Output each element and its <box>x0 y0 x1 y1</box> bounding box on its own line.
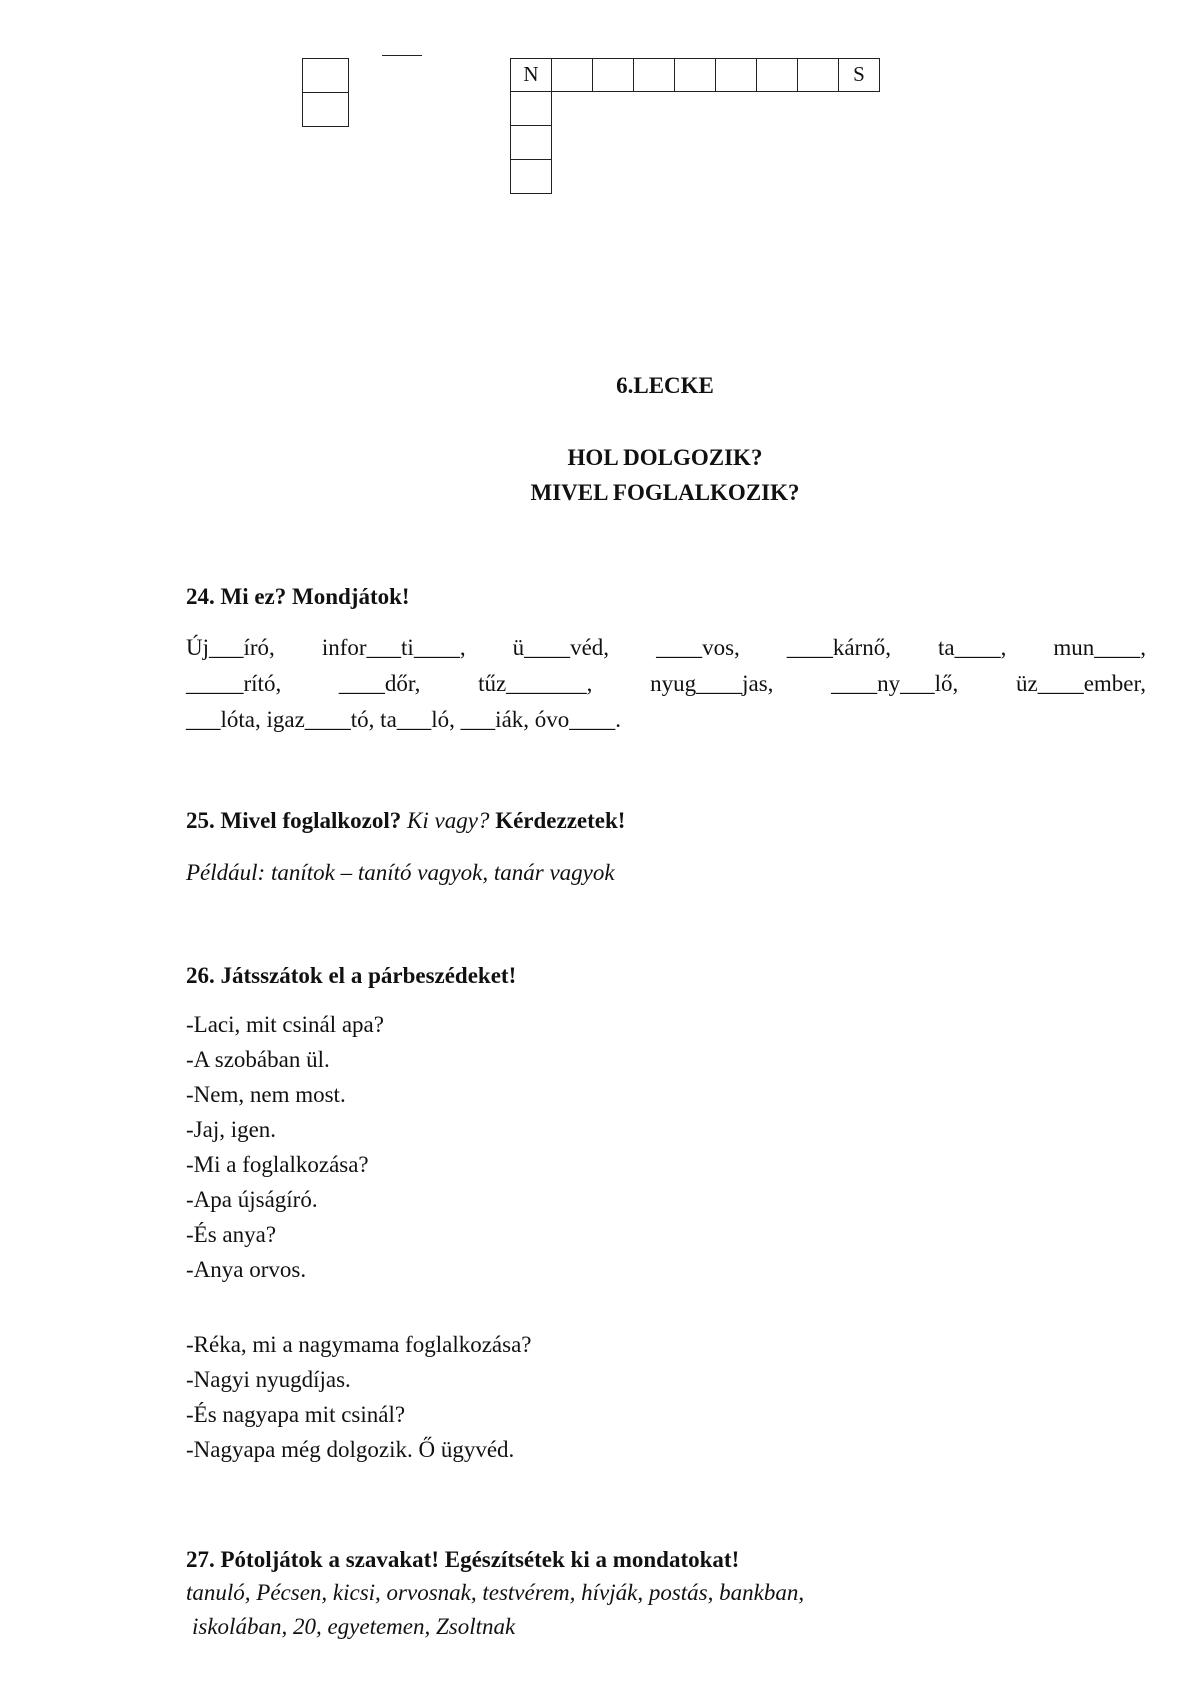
exercise-24-line-1: Új___író, infor___ti____, ü____véd, ____vos, ____kárnő, ta____, mun____, <box>186 635 1146 660</box>
exercise-24-line-3: ___lóta, igaz____tó, ta___ló, ___iák, óvo____. <box>186 707 622 732</box>
crossword-cell[interactable] <box>510 91 552 126</box>
exercise-27-words-line-1: tanuló, Pécsen, kicsi, orvosnak, testvérem, hívják, postás, bankban, <box>186 1580 805 1605</box>
crossword-cell[interactable] <box>302 92 349 127</box>
exercise-26-heading: 26. Játsszátok el a párbeszédeket! <box>186 963 517 988</box>
dialog-line: -Nem, nem most. <box>186 1082 346 1107</box>
lesson-title-line2: MIVEL FOGLALKOZIK? <box>530 480 800 505</box>
crossword-cell[interactable] <box>715 58 757 92</box>
dialog-line: -Anya orvos. <box>186 1257 307 1282</box>
crossword-cell[interactable] <box>674 58 716 92</box>
exercise-24-heading: 24. Mi ez? Mondjátok! <box>186 584 410 609</box>
exercise-25-heading-part1: 25. Mivel foglalkozol? <box>186 808 402 833</box>
lesson-title-line1: HOL DOLGOZIK? <box>567 445 763 470</box>
dialog-1 <box>186 1007 384 1287</box>
exercise-25-example: Például: tanítok – tanító vagyok, tanár vagyok <box>186 860 615 885</box>
dialog-line: -Nagyapa még dolgozik. Ő ügyvéd. <box>186 1437 515 1462</box>
dialog-2 <box>186 1327 532 1467</box>
exercise-25-heading-part3: Kérdezzetek! <box>495 808 626 833</box>
dialog-line: -Apa újságíró. <box>186 1187 318 1212</box>
crossword-cell[interactable] <box>551 58 593 92</box>
crossword-cell[interactable] <box>510 159 552 194</box>
dialog-line: -Réka, mi a nagymama foglalkozása? <box>186 1332 532 1357</box>
lesson-number: 6.LECKE <box>616 373 714 398</box>
crossword-cell[interactable] <box>302 58 349 93</box>
exercise-25-heading-part2: Ki vagy? <box>407 808 490 833</box>
exercise-27-heading: 27. Pótoljátok a szavakat! Egészítsétek ki a mondatokat! <box>186 1547 740 1572</box>
crossword-cell[interactable] <box>510 125 552 160</box>
exercise-25-heading <box>186 808 625 834</box>
exercise-24-line-2: _____rító, ____dőr, tűz_______, nyug____jas, ____ny___lő, üz____ember, <box>186 671 1146 696</box>
crossword-cell[interactable] <box>633 58 675 92</box>
crossword-letter-n: N <box>523 62 539 86</box>
dialog-line: -Jaj, igen. <box>186 1117 277 1142</box>
dialog-line: -Laci, mit csinál apa? <box>186 1012 384 1037</box>
dialog-line: -Mi a foglalkozása? <box>186 1152 369 1177</box>
crossword-cell[interactable] <box>756 58 798 92</box>
exercise-27-words-line-2: iskolában, 20, egyetemen, Zsoltnak <box>192 1614 516 1639</box>
crossword-cell[interactable] <box>592 58 634 92</box>
crossword-dash <box>382 55 422 56</box>
crossword-letter-s: S <box>853 62 865 86</box>
crossword-cell-first[interactable] <box>510 58 552 92</box>
crossword-cell-last[interactable] <box>838 58 880 92</box>
crossword-cell[interactable] <box>797 58 839 92</box>
dialog-line: -A szobában ül. <box>186 1047 330 1072</box>
dialog-line: -Nagyi nyugdíjas. <box>186 1367 351 1392</box>
dialog-line: -És nagyapa mit csinál? <box>186 1402 406 1427</box>
dialog-line: -És anya? <box>186 1222 277 1247</box>
